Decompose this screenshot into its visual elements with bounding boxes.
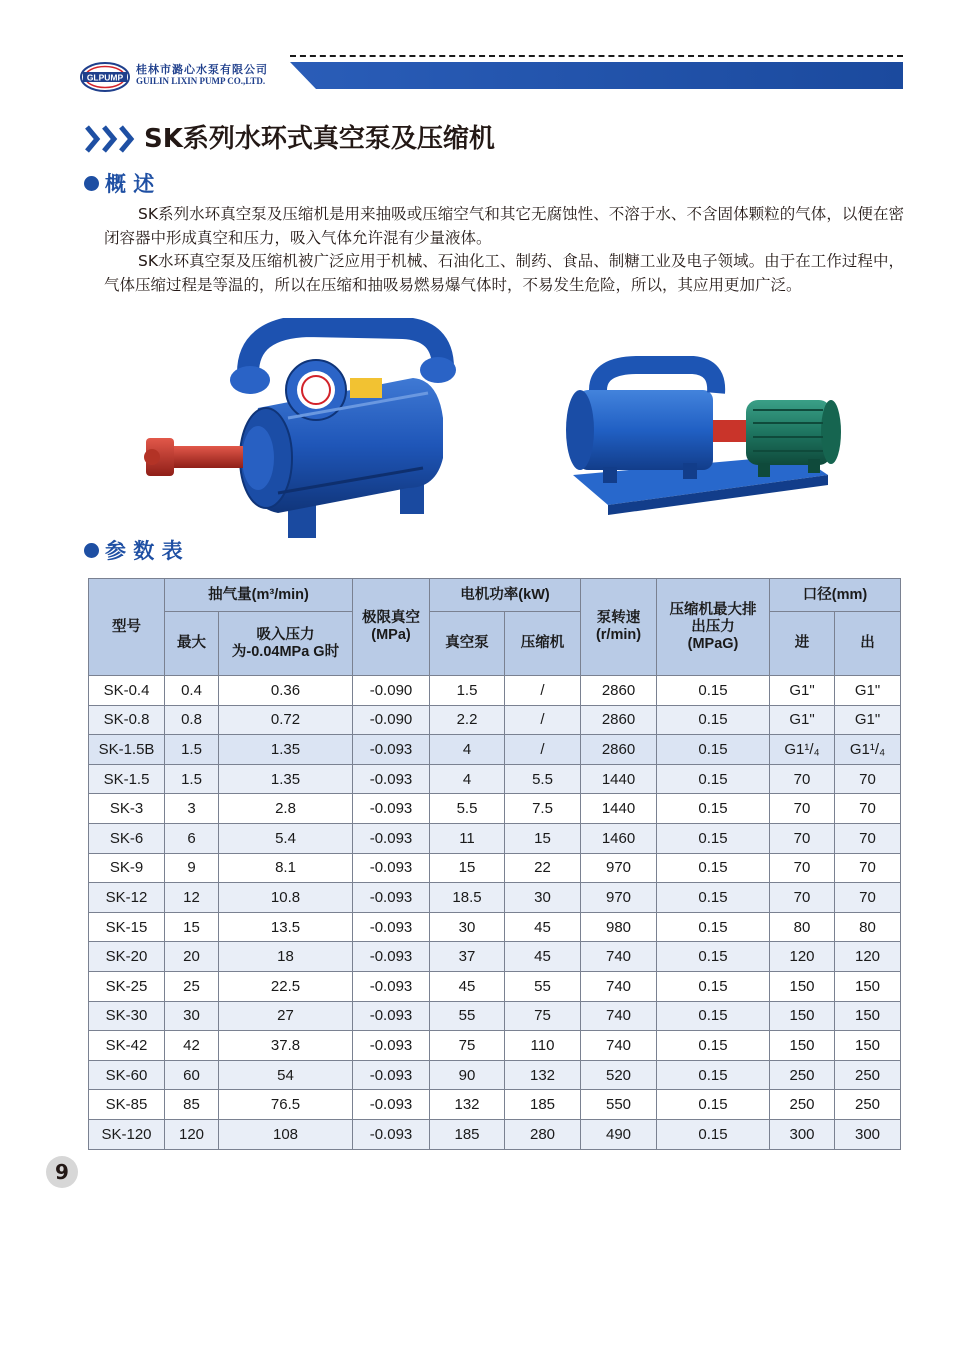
table-cell: SK-6 <box>89 823 165 853</box>
table-cell: 300 <box>835 1119 901 1149</box>
table-cell: SK-60 <box>89 1060 165 1090</box>
table-cell: 30 <box>430 912 505 942</box>
table-cell: 132 <box>430 1090 505 1120</box>
table-row <box>89 794 901 824</box>
table-cell: -0.093 <box>353 735 430 765</box>
col-header-capacity-suction: 吸入压力 为-0.04MPa G时 <box>219 612 353 676</box>
table-cell: 15 <box>505 823 581 853</box>
table-cell: G1" <box>835 676 901 706</box>
table-cell: 55 <box>505 971 581 1001</box>
table-cell: / <box>505 735 581 765</box>
table-row <box>89 883 901 913</box>
table-cell: -0.093 <box>353 1031 430 1061</box>
table-cell: 110 <box>505 1031 581 1061</box>
col-header-discharge: 压缩机最大排 出压力 (MPaG) <box>657 579 770 676</box>
col-header-motor-vacuum: 真空泵 <box>430 612 505 676</box>
table-cell: -0.093 <box>353 912 430 942</box>
table-cell: 0.4 <box>165 676 219 706</box>
table-cell: 185 <box>430 1119 505 1149</box>
table-cell: SK-120 <box>89 1119 165 1149</box>
table-cell: SK-1.5 <box>89 764 165 794</box>
table-cell: 5.4 <box>219 823 353 853</box>
table-cell: SK-25 <box>89 971 165 1001</box>
table-cell: SK-0.4 <box>89 676 165 706</box>
table-cell: G1" <box>770 676 835 706</box>
table-cell: G1" <box>770 705 835 735</box>
table-cell: 37 <box>430 942 505 972</box>
params-heading-text: 参 数 表 <box>105 539 183 563</box>
table-cell: 550 <box>581 1090 657 1120</box>
table-cell: 15 <box>430 853 505 883</box>
table-cell: 108 <box>219 1119 353 1149</box>
table-cell: 80 <box>770 912 835 942</box>
table-cell: 20 <box>165 942 219 972</box>
chevron-right-icon <box>84 123 136 155</box>
table-cell: 5.5 <box>505 764 581 794</box>
table-cell: 0.15 <box>657 1060 770 1090</box>
table-cell: 13.5 <box>219 912 353 942</box>
table-cell: 55 <box>430 1001 505 1031</box>
table-cell: 10.8 <box>219 883 353 913</box>
table-cell: -0.093 <box>353 1119 430 1149</box>
params-heading <box>84 535 183 565</box>
table-cell: 1460 <box>581 823 657 853</box>
table-cell: SK-3 <box>89 794 165 824</box>
table-cell: 0.15 <box>657 823 770 853</box>
table-cell: 6 <box>165 823 219 853</box>
table-cell: 740 <box>581 1001 657 1031</box>
table-row <box>89 764 901 794</box>
table-cell: 70 <box>835 764 901 794</box>
table-cell: -0.093 <box>353 823 430 853</box>
table-cell: 0.36 <box>219 676 353 706</box>
table-cell: / <box>505 705 581 735</box>
table-cell: 45 <box>505 912 581 942</box>
page-number: 9 <box>46 1156 78 1188</box>
table-cell: 0.15 <box>657 735 770 765</box>
table-cell: 80 <box>835 912 901 942</box>
table-row <box>89 735 901 765</box>
table-cell: 970 <box>581 883 657 913</box>
table-cell: 0.15 <box>657 1090 770 1120</box>
table-cell: 85 <box>165 1090 219 1120</box>
table-cell: 150 <box>770 1031 835 1061</box>
table-cell: 132 <box>505 1060 581 1090</box>
table-row <box>89 942 901 972</box>
table-row <box>89 676 901 706</box>
col-header-vacuum: 极限真空 (MPa) <box>353 579 430 676</box>
table-cell: 970 <box>581 853 657 883</box>
table-cell: 75 <box>430 1031 505 1061</box>
table-cell: 0.15 <box>657 971 770 1001</box>
col-header-motor: 电机功率(kW) <box>430 579 581 612</box>
table-cell: 0.15 <box>657 1001 770 1031</box>
table-cell: 70 <box>770 764 835 794</box>
table-cell: -0.090 <box>353 676 430 706</box>
table-cell: 3 <box>165 794 219 824</box>
table-cell: 740 <box>581 1031 657 1061</box>
table-cell: 2860 <box>581 676 657 706</box>
table-cell: 2.2 <box>430 705 505 735</box>
table-cell: -0.093 <box>353 1090 430 1120</box>
overview-heading <box>84 168 154 198</box>
table-cell: 120 <box>165 1119 219 1149</box>
table-cell: 0.8 <box>165 705 219 735</box>
table-cell: 12 <box>165 883 219 913</box>
col-header-motor-compressor: 压缩机 <box>505 612 581 676</box>
table-cell: 70 <box>770 853 835 883</box>
table-cell: 0.15 <box>657 1031 770 1061</box>
table-cell: 7.5 <box>505 794 581 824</box>
col-header-port: 口径(mm) <box>770 579 901 612</box>
table-cell: 740 <box>581 942 657 972</box>
table-cell: 70 <box>835 853 901 883</box>
table-cell: 150 <box>835 1031 901 1061</box>
table-row <box>89 705 901 735</box>
table-cell: 150 <box>770 971 835 1001</box>
header-dashed-rule <box>290 55 903 57</box>
table-cell: 2.8 <box>219 794 353 824</box>
table-cell: 54 <box>219 1060 353 1090</box>
table-cell: G1" <box>835 705 901 735</box>
table-cell: 0.15 <box>657 942 770 972</box>
table-cell: 0.15 <box>657 794 770 824</box>
table-cell: -0.093 <box>353 1001 430 1031</box>
col-header-port-in: 进 <box>770 612 835 676</box>
bullet-icon <box>84 176 99 191</box>
overview-heading-text: 概 述 <box>105 172 155 196</box>
table-cell: 70 <box>770 794 835 824</box>
table-cell: 70 <box>835 823 901 853</box>
table-cell: 185 <box>505 1090 581 1120</box>
table-cell: SK-30 <box>89 1001 165 1031</box>
table-cell: -0.093 <box>353 1060 430 1090</box>
table-row <box>89 971 901 1001</box>
table-cell: 9 <box>165 853 219 883</box>
table-cell: 250 <box>835 1060 901 1090</box>
table-row <box>89 1001 901 1031</box>
table-cell: 1440 <box>581 794 657 824</box>
table-cell: 150 <box>835 971 901 1001</box>
table-cell: 1.35 <box>219 764 353 794</box>
table-cell: 4 <box>430 764 505 794</box>
table-cell: 1.5 <box>165 764 219 794</box>
table-cell: SK-42 <box>89 1031 165 1061</box>
table-row <box>89 1090 901 1120</box>
table-cell: -0.093 <box>353 853 430 883</box>
table-cell: 18.5 <box>430 883 505 913</box>
overview-paragraph: SK水环真空泵及压缩机被广泛应用于机械、石油化工、制药、食品、制糖工业及电子领域。由于在工作过程中，气体压缩过程是等温的，所以在压缩和抽吸易燃易爆气体时，不易发生危险，所以，其应用更加广泛。 <box>104 252 904 294</box>
table-cell: -0.093 <box>353 883 430 913</box>
table-cell: 30 <box>505 883 581 913</box>
page-title: SK系列水环式真空泵及压缩机 <box>144 124 495 154</box>
table-cell: SK-9 <box>89 853 165 883</box>
table-cell: 250 <box>770 1060 835 1090</box>
table-cell: 980 <box>581 912 657 942</box>
table-cell: 8.1 <box>219 853 353 883</box>
table-cell: 18 <box>219 942 353 972</box>
table-cell: 70 <box>835 794 901 824</box>
table-cell: 0.15 <box>657 1119 770 1149</box>
table-cell: 1.35 <box>219 735 353 765</box>
table-row <box>89 1031 901 1061</box>
table-cell: G1¹/₄ <box>770 735 835 765</box>
company-name-cn: 桂林市潞心水泵有限公司 <box>136 63 268 76</box>
table-cell: 42 <box>165 1031 219 1061</box>
company-logo <box>80 62 130 92</box>
col-header-capacity-max: 最大 <box>165 612 219 676</box>
table-cell: 150 <box>835 1001 901 1031</box>
overview-paragraph: SK系列水环真空泵及压缩机是用来抽吸或压缩空气和其它无腐蚀性、不溶于水、不含固体颗粒的气体，以便在密闭容器中形成真空和压力，吸入气体允许混有少量液体。 <box>104 205 904 247</box>
col-header-speed: 泵转速 (r/min) <box>581 579 657 676</box>
table-cell: 120 <box>835 942 901 972</box>
table-cell: 280 <box>505 1119 581 1149</box>
table-cell: 45 <box>430 971 505 1001</box>
table-cell: 120 <box>770 942 835 972</box>
table-cell: SK-0.8 <box>89 705 165 735</box>
table-cell: 37.8 <box>219 1031 353 1061</box>
table-cell: 2860 <box>581 735 657 765</box>
col-header-capacity: 抽气量(m³/min) <box>165 579 353 612</box>
table-cell: -0.093 <box>353 942 430 972</box>
table-cell: G1¹/₄ <box>835 735 901 765</box>
table-cell: 45 <box>505 942 581 972</box>
table-cell: 25 <box>165 971 219 1001</box>
compressor-unit-image <box>548 355 848 520</box>
table-cell: SK-1.5B <box>89 735 165 765</box>
table-cell: SK-12 <box>89 883 165 913</box>
table-cell: -0.093 <box>353 971 430 1001</box>
table-cell: 5.5 <box>430 794 505 824</box>
table-cell: 250 <box>770 1090 835 1120</box>
table-cell: 250 <box>835 1090 901 1120</box>
col-header-port-out: 出 <box>835 612 901 676</box>
table-cell: 300 <box>770 1119 835 1149</box>
table-cell: 0.15 <box>657 676 770 706</box>
table-cell: / <box>505 676 581 706</box>
logo-text: GLPUMP <box>86 72 124 83</box>
table-cell: 740 <box>581 971 657 1001</box>
table-cell: 0.72 <box>219 705 353 735</box>
table-cell: 490 <box>581 1119 657 1149</box>
table-cell: 150 <box>770 1001 835 1031</box>
table-cell: 0.15 <box>657 705 770 735</box>
table-row <box>89 853 901 883</box>
table-cell: SK-85 <box>89 1090 165 1120</box>
table-cell: 75 <box>505 1001 581 1031</box>
table-cell: 4 <box>430 735 505 765</box>
header-bar <box>290 62 903 89</box>
col-header-model: 型号 <box>89 579 165 676</box>
spec-table <box>88 578 901 1150</box>
table-row <box>89 1119 901 1149</box>
bullet-icon <box>84 543 99 558</box>
table-cell: 22.5 <box>219 971 353 1001</box>
table-cell: 1.5 <box>430 676 505 706</box>
table-cell: 70 <box>835 883 901 913</box>
table-cell: -0.093 <box>353 764 430 794</box>
table-cell: 27 <box>219 1001 353 1031</box>
table-row <box>89 1060 901 1090</box>
table-cell: 0.15 <box>657 764 770 794</box>
table-cell: 76.5 <box>219 1090 353 1120</box>
table-cell: 90 <box>430 1060 505 1090</box>
table-cell: 70 <box>770 823 835 853</box>
table-cell: 520 <box>581 1060 657 1090</box>
table-cell: 60 <box>165 1060 219 1090</box>
table-cell: -0.090 <box>353 705 430 735</box>
table-cell: -0.093 <box>353 794 430 824</box>
table-cell: 1440 <box>581 764 657 794</box>
table-cell: 0.15 <box>657 853 770 883</box>
table-cell: 0.15 <box>657 883 770 913</box>
table-cell: 11 <box>430 823 505 853</box>
vacuum-pump-image <box>138 318 463 548</box>
table-cell: 22 <box>505 853 581 883</box>
table-row <box>89 912 901 942</box>
table-row <box>89 823 901 853</box>
table-cell: SK-20 <box>89 942 165 972</box>
table-cell: 70 <box>770 883 835 913</box>
table-cell: 15 <box>165 912 219 942</box>
company-name-en: GUILIN LIXIN PUMP CO.,LTD. <box>136 76 266 86</box>
table-cell: 1.5 <box>165 735 219 765</box>
table-cell: 30 <box>165 1001 219 1031</box>
table-cell: SK-15 <box>89 912 165 942</box>
table-cell: 2860 <box>581 705 657 735</box>
table-cell: 0.15 <box>657 912 770 942</box>
